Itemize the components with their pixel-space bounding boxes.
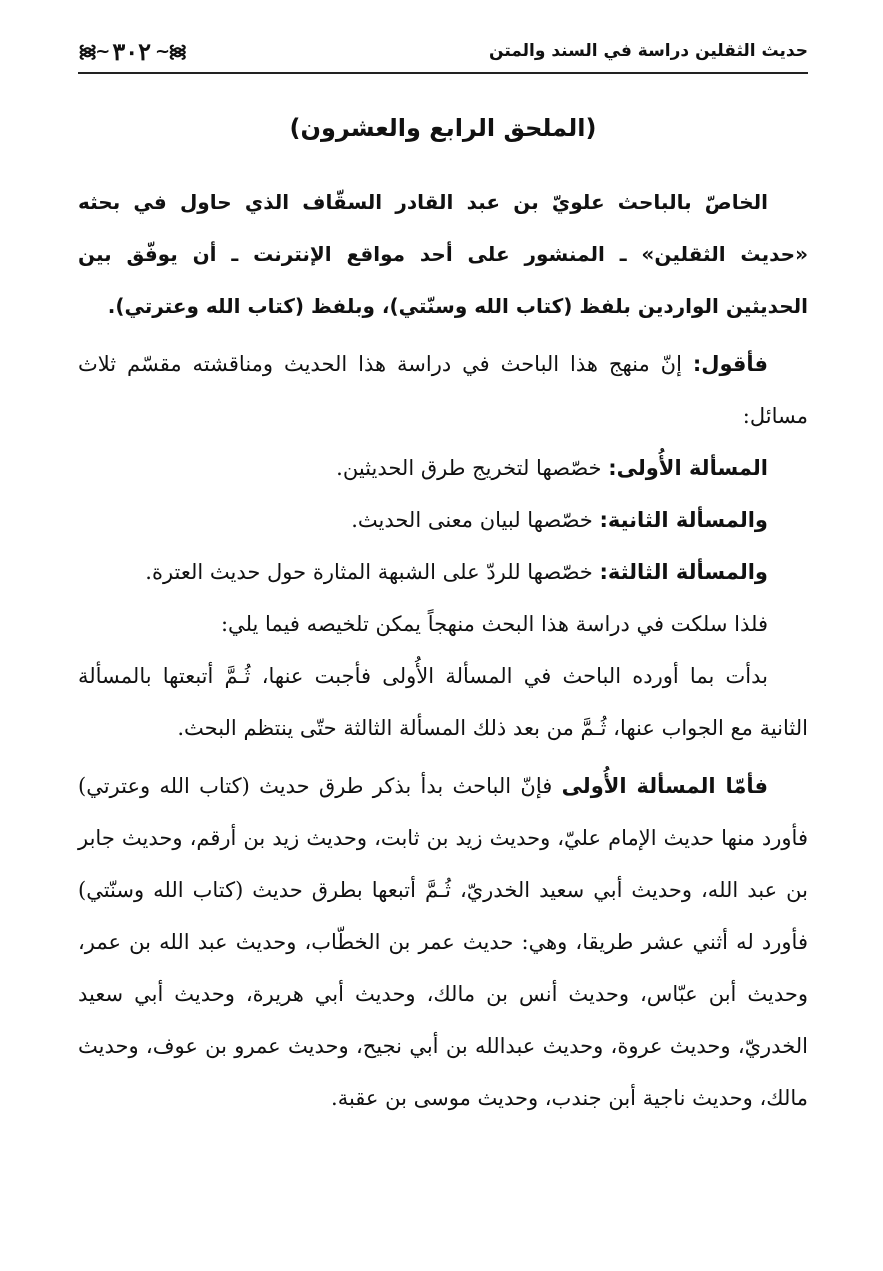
running-header [78,30,808,74]
body-text [78,176,808,1124]
main-claim-text: إنّ منهج هذا الباحث في دراسة هذا الحديث ومناقشته مقسّم ثلاث مسائل: [78,352,808,428]
ornament-icon: ᯼~ [155,41,186,62]
issue-item [78,546,808,598]
issue-text: خصّصها لبيان معنى الحديث. [351,508,600,532]
first-issue-lead: فأمّا المسألة الأُولى [561,774,768,798]
intro-paragraph: الخاصّ بالباحث علويّ بن عبد القادر السقّاف الذي حاول في بحثه «حديث الثقلين» ـ المنشور على أحد مواقع الإنترنت ـ أن يوفّق بين الحديثين الواردين بلفظ (كتاب الله وسنّتي)، وبلفظ (كتاب الله وعترتي). [78,190,808,318]
section-title: (الملحق الرابع والعشرون) [289,114,597,142]
issue-label: والمسألة الثالثة: [599,560,768,584]
page-number-block [78,37,185,66]
issue-text: خصّصها لتخريج طرق الحديثين. [336,456,609,480]
main-claim-lead: فأقول: [692,352,768,376]
issue-item [78,494,808,546]
issue-label: المسألة الأُولى: [608,456,768,480]
method-paragraph: فلذا سلكت في دراسة هذا البحث منهجاً يمكن تلخيصه فيما يلي: [220,612,768,636]
first-issue-paragraph [78,760,808,1124]
issue-text: خصّصها للردّ على الشبهة المثارة حول حديث العترة. [145,560,600,584]
issue-label: والمسألة الثانية: [599,508,768,532]
order-paragraph: بدأت بما أورده الباحث في المسألة الأُولى فأجبت عنها، ثُـمَّ أتبعتها بالمسألة الثانية مع الجواب عنها، ثُـمَّ من بعد ذلك المسألة الثالثة حتّى ينتظم البحث. [78,664,808,740]
first-issue-text: فإنّ الباحث بدأ بذكر طرق حديث (كتاب الله وعترتي) فأورد منها حديث الإمام عليّ، وحديث زيد بن ثابت، وحديث زيد بن أرقم، وحديث جابر بن عبد الله، وحديث أبي سعيد الخدريّ، ثُـمَّ أتبعها بطرق حديث (كتاب الله وسنّتي) فأورد له أثني عشر طريقا، وهي: حديث عمر بن الخطّاب، وحديث عبد الله بن عمر، وحديث أبن عبّاس، وحديث أنس بن مالك، وحديث أبي هريرة، وحديث أبي سعيد الخدريّ، وحديث عروة، وحديث عبدالله بن أبي نجيح، وحديث عمرو بن عوف، وحديث مالك، وحديث ناجية أبن جندب، وحديث موسى بن عقبة. [78,774,808,1110]
main-claim-paragraph [78,338,808,442]
book-title: حديث الثقلين دراسة في السند والمتن [489,41,808,61]
page-number: ٣٠٢ [112,36,152,66]
issue-item [78,442,808,494]
ornament-icon: ~᯼ [78,41,109,62]
